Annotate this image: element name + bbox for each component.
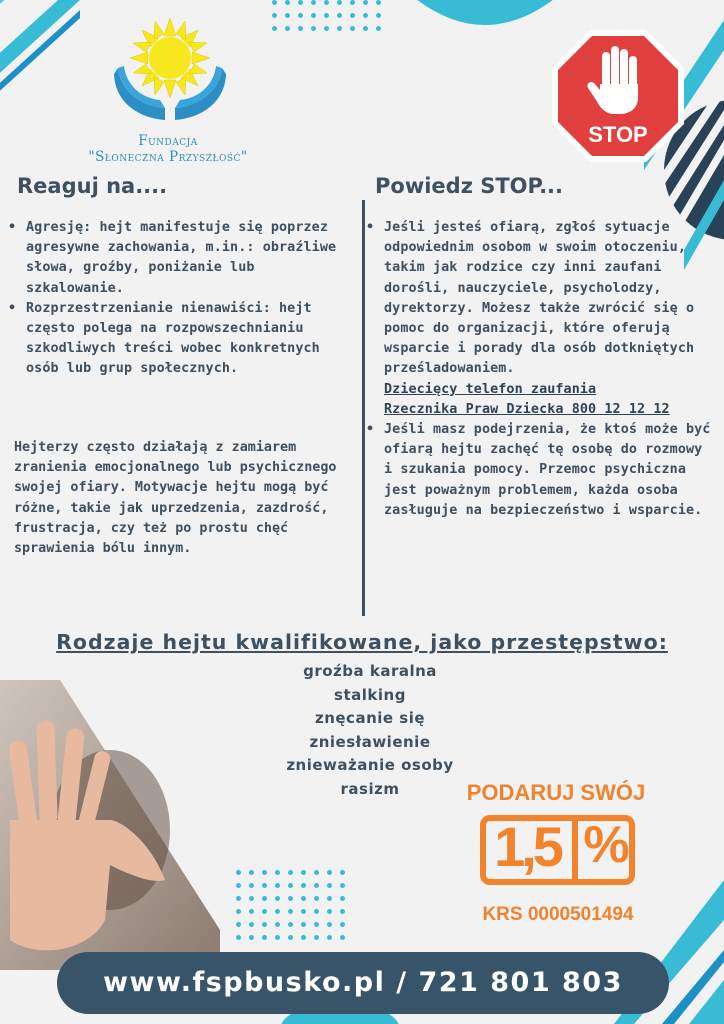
decorative-dot (311, 13, 316, 18)
percent-sign: % (583, 816, 630, 874)
krs-number: KRS 0000501494 (482, 904, 634, 925)
decorative-dot (350, 0, 355, 5)
decorative-dot (272, 13, 277, 18)
decorative-dot (249, 922, 254, 927)
decorative-dots-top (272, 0, 389, 39)
decorative-dot (249, 909, 254, 914)
decorative-dot (288, 909, 293, 914)
decorative-dot (324, 13, 329, 18)
decorative-dot (327, 883, 332, 888)
right-column-title: Powiedz STOP... (375, 174, 563, 198)
list-item: rasizm (340, 779, 400, 798)
donate-heading: PODARUJ SWÓJ (466, 780, 646, 805)
decorative-dot (275, 870, 280, 875)
decorative-dot (324, 0, 329, 5)
decorative-dot (262, 896, 267, 901)
decorative-dot (340, 935, 345, 940)
foundation-name (50, 133, 286, 165)
stop-sign-text: STOP (588, 122, 648, 147)
decorative-dot (337, 0, 342, 5)
contact-footer-bar[interactable]: www.fspbusko.pl / 721 801 803 (57, 952, 669, 1014)
decorative-dot (340, 896, 345, 901)
foundation-name-line2: "Słoneczna Przyszłość" (88, 149, 248, 165)
decorative-dot (262, 909, 267, 914)
decorative-dot (236, 935, 241, 940)
decorative-dot (327, 922, 332, 927)
decorative-dot (298, 13, 303, 18)
decorative-dot (288, 883, 293, 888)
decorative-dot (311, 26, 316, 31)
decorative-dot (236, 883, 241, 888)
decorative-dot (285, 0, 290, 5)
column-divider (362, 200, 365, 616)
decorative-dot (340, 883, 345, 888)
decorative-dot (376, 13, 381, 18)
left-column-title: Reaguj na.... (17, 174, 168, 198)
decorative-dot (285, 13, 290, 18)
decorative-dot (340, 909, 345, 914)
decorative-dot (272, 0, 277, 5)
decorative-dot (314, 870, 319, 875)
list-item: groźba karalna (303, 662, 437, 680)
list-item: zniesławienie (309, 732, 431, 751)
decorative-dot (249, 870, 254, 875)
report-advice-text: Jeśli jesteś ofiarą, zgłoś sytuacje odpowiednim osobom w swoim otoczeniu, takim jak rodzice czy inni zaufani dorośli, nauczyciele, psycholodzy, dyrektorzy. Możesz także zwrócić się o pomoc do organizacji, które oferują wsparcie i porady dla osób dotkniętych prześladowaniem. (384, 220, 695, 377)
crimes-section-title: Rodzaje hejtu kwalifikowane, jako przestępstwo: (56, 630, 668, 654)
decorative-dot (301, 896, 306, 901)
decorative-dot (376, 26, 381, 31)
decorative-dot (275, 883, 280, 888)
left-paragraph: Hejterzy często działają z zamiarem zranienia emocjonalnego lub psychicznego swojej ofiary. Motywacje hejtu mogą być różne, takie jak uprzedzenia, zazdrość, frustracja, czy też po prostu chęć sprawienia bólu innym. (14, 440, 337, 557)
decorative-dot (363, 26, 368, 31)
decorative-dot (275, 896, 280, 901)
decorative-dot (314, 909, 319, 914)
decorative-dot (249, 896, 254, 901)
right-bullet-list (366, 218, 714, 521)
decorative-dot (337, 26, 342, 31)
decorative-dot (262, 935, 267, 940)
foundation-name-line1: Fundacja (138, 133, 198, 149)
stop-sign-hand-icon (550, 28, 686, 164)
decorative-dot (262, 870, 267, 875)
decorative-dot (288, 896, 293, 901)
percent-value: 1,5 (494, 815, 560, 878)
decorative-stripes-top-left (0, 0, 80, 120)
list-item: • Jeśli masz podejrzenia, że ktoś może być ofiarą hejtu zachęć tę osobę do rozmowy i szukania pomocy. Przemoc psychiczna jest poważnym problemem, każda osoba zasługuje na bezpieczeństwo i wsparcie. (366, 420, 714, 521)
decorative-dot (275, 922, 280, 927)
decorative-dot (298, 0, 303, 5)
decorative-dot (340, 870, 345, 875)
decorative-dot (249, 883, 254, 888)
decorative-dot (327, 896, 332, 901)
decorative-dot (311, 0, 316, 5)
list-item: stalking (334, 685, 406, 704)
list-item: • Rozprzestrzenianie nienawiści: hejt często polega na rozpowszechnianiu szkodliwych treści wobec konkretnych osób lub grup społecznych. (8, 299, 358, 380)
decorative-dot (288, 870, 293, 875)
decorative-dot (314, 935, 319, 940)
decorative-dot (236, 870, 241, 875)
foundation-logo-sun-hands-icon (110, 10, 230, 130)
decorative-dot (249, 935, 254, 940)
list-item: znęcanie się (314, 709, 426, 727)
child-helpline-link[interactable]: Dziecięcy telefon zaufania (384, 381, 597, 397)
decorative-dot (288, 922, 293, 927)
decorative-dot (262, 922, 267, 927)
decorative-dot (314, 896, 319, 901)
decorative-dot (298, 26, 303, 31)
decorative-dot (288, 935, 293, 940)
raised-hand-photo (0, 680, 220, 970)
decorative-dot (340, 922, 345, 927)
decorative-dot (363, 0, 368, 5)
decorative-dot (272, 26, 277, 31)
decorative-dot (324, 26, 329, 31)
decorative-dot (376, 0, 381, 5)
decorative-dot (236, 896, 241, 901)
decorative-dot (327, 909, 332, 914)
decorative-dot (262, 883, 267, 888)
list-item: • Agresję: hejt manifestuje się poprzez agresywne zachowania, m.in.: obraźliwe słowa, groźby, poniżanie lub szkalowanie. (8, 218, 358, 299)
decorative-dots-bottom (236, 870, 353, 948)
list-item (366, 218, 714, 420)
decorative-dot (236, 909, 241, 914)
decorative-dot (327, 870, 332, 875)
decorative-dot (350, 26, 355, 31)
crimes-list (250, 660, 490, 801)
decorative-dot (236, 922, 241, 927)
decorative-dot (301, 922, 306, 927)
decorative-dot (301, 935, 306, 940)
decorative-dot (350, 13, 355, 18)
decorative-dot (314, 883, 319, 888)
decorative-dot (337, 13, 342, 18)
decorative-dot (363, 13, 368, 18)
decorative-dot (314, 922, 319, 927)
decorative-dot (301, 909, 306, 914)
decorative-dot (275, 909, 280, 914)
decorative-dot (301, 870, 306, 875)
list-item: znieważanie osoby (286, 756, 454, 774)
decorative-dot (275, 935, 280, 940)
decorative-dot (327, 935, 332, 940)
ombudsman-link[interactable]: Rzecznika Praw Dziecka 800 12 12 12 (384, 401, 670, 417)
left-bullet-list (8, 218, 358, 380)
decorative-dot (285, 26, 290, 31)
decorative-dot (301, 883, 306, 888)
